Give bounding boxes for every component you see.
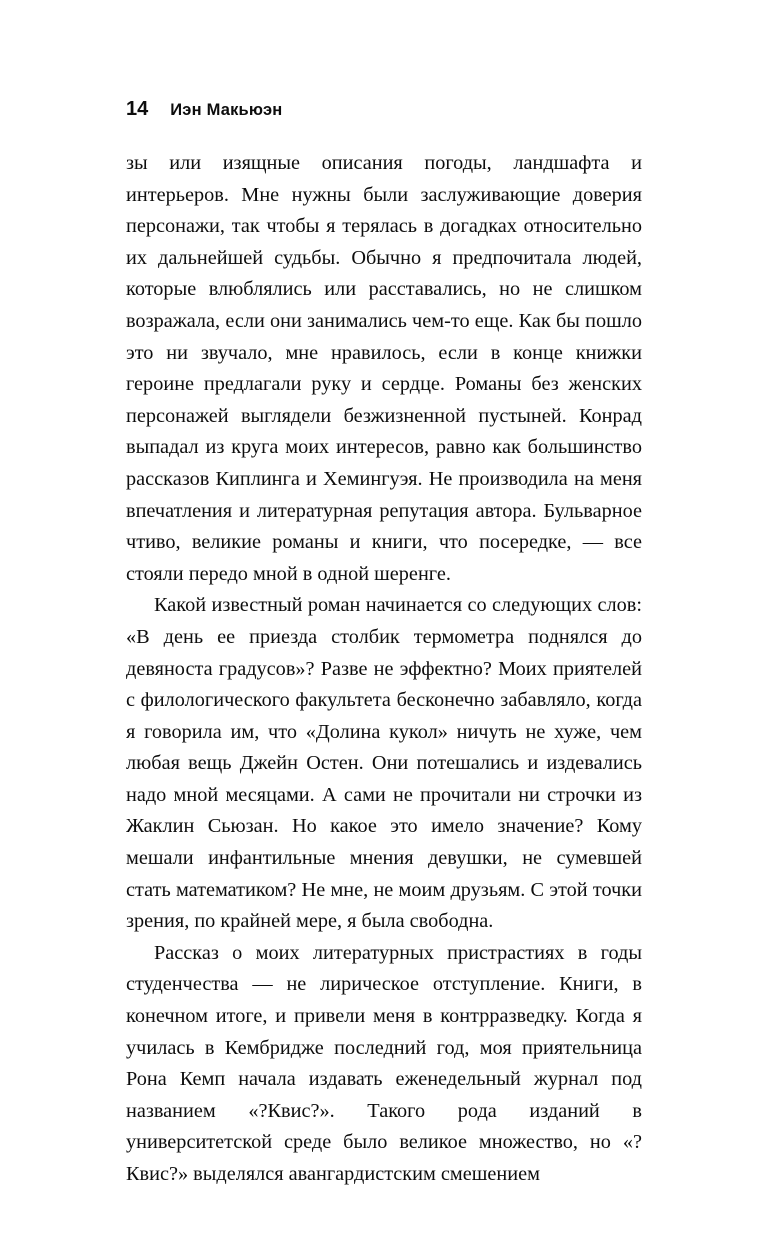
running-head-author: Иэн Макьюэн xyxy=(170,101,283,119)
paragraph: Какой известный роман начинается со следующих слов: «В день ее приезда столбик термометра поднялся до девяноста градусов»? Разве не эффектно? Моих приятелей с филологического факультета бесконечно забавляло, когда я говорила им, что «Долина кукол» ничуть не хуже, чем любая вещь Джейн Остен. Они потешались и издевались надо мной месяцами. А сами не прочитали ни строчки из Жаклин Сьюзан. Но какое это имело значение? Кому мешали инфантильные мнения девушки, не сумевшей стать математиком? Не мне, не моим друзьям. С этой точки зрения, по крайней мере, я была свободна. xyxy=(126,594,642,933)
paragraph: Рассказ о моих литературных пристрастиях в годы студенчества — не лирическое отступление. Книги, в конечном итоге, и привели меня в контрразведку. Когда я училась в Кембридже последний год, моя приятельница Рона Кемп начала издавать еженедельный журнал под названием «?Квис?». Такого рода изданий в университетской среде было великое множество, но «?Квис?» выделялся авангардистским смешением xyxy=(126,941,642,1185)
page-number: 14 xyxy=(126,98,149,120)
page-header xyxy=(126,98,282,121)
paragraph: зы или изящные описания погоды, ландшафта и интерьеров. Мне нужны были заслуживающие доверия персонажи, так чтобы я терялась в догадках относительно их дальнейшей судьбы. Обычно я предпочитала людей, которые влюблялись или расставались, но не слишком возражала, если они занимались чем-то еще. Как бы пошло это ни звучало, мне нравилось, если в конце книжки героине предлагали руку и сердце. Романы без женских персонажей выглядели безжизненной пустыней. Конрад выпадал из круга моих интересов, равно как большинство рассказов Киплинга и Хемингуэя. Не производила на меня впечатления и литературная репутация автора. Бульварное чтиво, великие романы и книги, что посередке, — все стояли передо мной в одной шеренге. xyxy=(126,152,642,585)
body-text xyxy=(126,148,642,1191)
